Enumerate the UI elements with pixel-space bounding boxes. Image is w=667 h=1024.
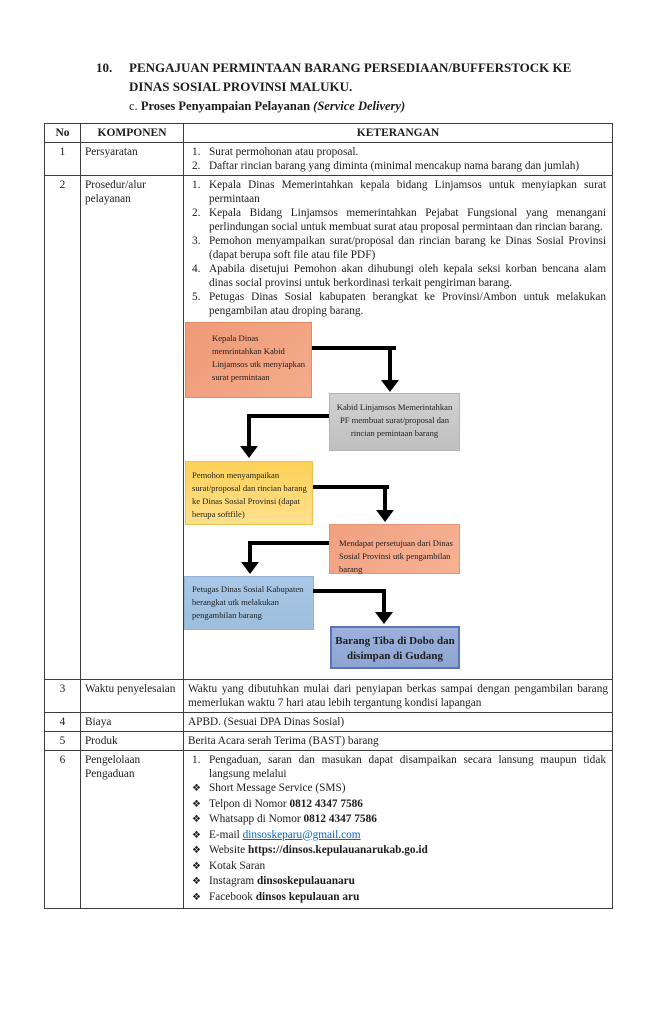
row3-keterangan — [184, 680, 613, 713]
section-title — [129, 58, 616, 96]
contact-item-instagram — [186, 874, 610, 890]
email-link[interactable]: dinsoskeparu@gmail.com — [242, 828, 361, 841]
contact-item-telpon — [186, 797, 610, 813]
flow-box-text: Kabid Linjamsos Memerintahkan PF membuat surat/proposal dan rincian pemintaan barang — [336, 402, 453, 438]
flow-box-petugas-berangkat — [184, 576, 314, 630]
website-url: https://dinsos.kepulauanarukab.go.id — [247, 844, 428, 856]
diamond-bullet-icon: ❖ — [192, 860, 201, 872]
list-item — [186, 234, 610, 262]
row5-text: Berita Acara serah Terima (BAST) barang — [188, 735, 379, 747]
title-block — [96, 58, 616, 115]
row5-no: 5 — [45, 732, 81, 751]
flow-arrow-5-horizontal — [313, 589, 386, 593]
facebook-handle: dinsos kepulauan aru — [255, 890, 360, 903]
instagram-handle: dinsoskepulauanaru — [257, 875, 355, 887]
item-text: Kepala Bidang Linjamsos memerintahkan Pejabat Fungsional yang menangani perlindungan social untuk membuat surat atau proposal permintaan dan rincian barang. — [209, 207, 606, 233]
flow-box-pemohon — [185, 461, 313, 525]
table-row-waktu — [45, 680, 613, 713]
item-text: Pengaduan, saran dan masukan dapat disampaikan secara lansung maupun tidak langsung melalui — [209, 754, 606, 780]
section-number: 10. — [96, 60, 113, 75]
item-number: 2. — [192, 207, 201, 219]
row4-no: 4 — [45, 713, 81, 732]
flow-arrow-4-vertical — [248, 541, 252, 563]
procedure-flowchart — [184, 321, 612, 673]
flow-box-text: Pemohon menyampaikan surat/proposal dan rincian barang ke Dinas Sosial Provinsi (dapat berupa softfile) — [192, 470, 307, 519]
item-text: Apabila disetujui Pemohon akan dihubungi oleh kepala seksi korban bencana alam dinas social provinsi untuk berkordinasi terkait pengiriman barang. — [209, 263, 606, 289]
contact-item-website — [186, 843, 610, 859]
contact-item-sms — [186, 781, 610, 797]
item-number: 5. — [192, 291, 201, 303]
row4-keterangan — [184, 713, 613, 732]
table-row-persyaratan — [45, 143, 613, 176]
service-table — [44, 123, 613, 909]
flow-arrow-4-head — [241, 562, 259, 574]
row3-text: Waktu yang dibutuhkan mulai dari penyiapan berkas sampai dengan pengambilan barang memerlukan waktu 7 hari atau lebih tergantung kondisi lapangan — [188, 683, 608, 709]
flow-arrow-3-vertical — [383, 485, 387, 511]
subsection-heading: Proses Penyampaian Pelayanan — [140, 99, 311, 113]
row2-no: 2 — [45, 176, 81, 680]
header-no: No — [45, 124, 81, 143]
table-row-biaya — [45, 713, 613, 732]
item-number: 2. — [192, 160, 201, 172]
item-number: 1. — [192, 179, 201, 191]
flow-arrow-4-horizontal — [248, 541, 329, 545]
row5-komponen: Produk — [81, 732, 184, 751]
row3-no: 3 — [45, 680, 81, 713]
flow-arrow-1-vertical — [388, 346, 392, 381]
contact-item-whatsapp — [186, 812, 610, 828]
flow-arrow-2-horizontal — [247, 414, 329, 418]
row6-komponen: Pengelolaan Pengaduan — [81, 751, 184, 909]
flow-box-persetujuan — [329, 524, 460, 574]
row5-keterangan — [184, 732, 613, 751]
subsection-title — [129, 97, 616, 115]
whatsapp-number: 0812 4347 7586 — [303, 813, 377, 825]
section-title-line2: DINAS SOSIAL PROVINSI MALUKU. — [129, 79, 353, 94]
section-title-line1: PENGAJUAN PERMINTAAN BARANG PERSEDIAAN/BUFFERSTOCK KE — [129, 60, 572, 75]
row6-no: 6 — [45, 751, 81, 909]
list-item — [186, 290, 610, 318]
flow-arrow-1-horizontal — [312, 346, 396, 350]
header-komponen: KOMPONEN — [81, 124, 184, 143]
flow-box-text: Barang Tiba di Dobo dan disimpan di Gudang — [335, 635, 455, 662]
diamond-bullet-icon: ❖ — [192, 798, 201, 810]
contact-item-facebook — [186, 890, 610, 906]
row1-no: 1 — [45, 143, 81, 176]
flow-box-text: Mendapat persetujuan dari Dinas Sosial Provinsi utk pengambilan barang — [339, 538, 453, 574]
item-number: 1. — [192, 754, 201, 766]
row1-keterangan — [184, 143, 613, 176]
row4-komponen: Biaya — [81, 713, 184, 732]
contact-text: Kotak Saran — [209, 859, 266, 872]
table-row-pengaduan — [45, 751, 613, 909]
header-keterangan: KETERANGAN — [184, 124, 613, 143]
contact-text: Whatsapp di Nomor — [209, 813, 304, 825]
list-item — [186, 262, 610, 290]
contact-text: E-mail — [209, 828, 243, 841]
row1-komponen: Persyaratan — [81, 143, 184, 176]
contact-text: Website — [209, 844, 248, 856]
flow-arrow-5-vertical — [382, 589, 386, 613]
item-number: 3. — [192, 235, 201, 247]
diamond-bullet-icon: ❖ — [192, 891, 201, 903]
diamond-bullet-icon: ❖ — [192, 814, 201, 825]
item-text: Pemohon menyampaikan surat/proposal dan rincian barang ke Dinas Sosial Provinsi (dapat berupa soft file atau file PDF) — [209, 235, 606, 261]
item-text: Surat permohonan atau proposal. — [209, 146, 359, 158]
diamond-bullet-icon: ❖ — [192, 783, 201, 794]
subsection-heading-italic: (Service Delivery) — [313, 99, 406, 113]
diamond-bullet-icon: ❖ — [192, 829, 201, 841]
flow-box-text: Petugas Dinas Sosial Kabupaten berangkat utk melakukan pengambilan barang — [192, 584, 304, 620]
row4-text: APBD. (Sesuai DPA Dinas Sosial) — [188, 716, 345, 728]
contact-text: Telpon di Nomor — [209, 797, 290, 810]
flow-arrow-3-head — [376, 510, 394, 522]
list-item — [186, 159, 610, 173]
table-row-produk — [45, 732, 613, 751]
flow-arrow-1-head — [381, 380, 399, 392]
table-row-prosedur — [45, 176, 613, 680]
item-text: Daftar rincian barang yang diminta (minimal mencakup nama barang dan jumlah) — [209, 160, 580, 172]
flow-arrow-3-horizontal — [313, 485, 389, 489]
item-number: 4. — [192, 263, 201, 275]
list-item — [186, 206, 610, 234]
contact-text: Instagram — [209, 875, 257, 887]
contact-text: Facebook — [209, 890, 256, 903]
subsection-letter: c. — [129, 99, 138, 113]
row2-komponen: Prosedur/alur pelayanan — [81, 176, 184, 680]
flow-arrow-2-head — [240, 446, 258, 458]
list-item — [186, 753, 610, 781]
flow-arrow-2-vertical — [247, 414, 251, 447]
list-item — [186, 145, 610, 159]
flow-arrow-5-head — [375, 612, 393, 624]
list-item — [186, 178, 610, 206]
diamond-bullet-icon: ❖ — [192, 845, 201, 856]
contact-item-kotak-saran — [186, 859, 610, 875]
table-header-row — [45, 124, 613, 143]
diamond-bullet-icon: ❖ — [192, 876, 201, 887]
flow-box-barang-tiba — [330, 626, 460, 669]
flow-box-kepala-dinas — [185, 322, 312, 398]
contact-item-email — [186, 828, 610, 844]
item-text: Petugas Dinas Sosial kabupaten berangkat ke Provinsi/Ambon untuk melakukan pengambilan atau droping barang. — [209, 291, 606, 317]
row3-komponen: Waktu penyelesaian — [81, 680, 184, 713]
row6-keterangan — [184, 751, 613, 909]
flow-box-kabid-linjamsos — [329, 393, 460, 451]
phone-number: 0812 4347 7586 — [289, 797, 363, 810]
flow-box-text: Kepala Dinas memrintahkan Kabid Linjamsos utk menyiapkan surat permintaan — [212, 333, 306, 382]
item-text: Kepala Dinas Memerintahkan kepala bidang Linjamsos untuk menyiapkan surat permintaan — [209, 179, 606, 205]
row2-keterangan — [184, 176, 613, 680]
contact-text: Short Message Service (SMS) — [209, 782, 346, 794]
item-number: 1. — [192, 146, 201, 158]
